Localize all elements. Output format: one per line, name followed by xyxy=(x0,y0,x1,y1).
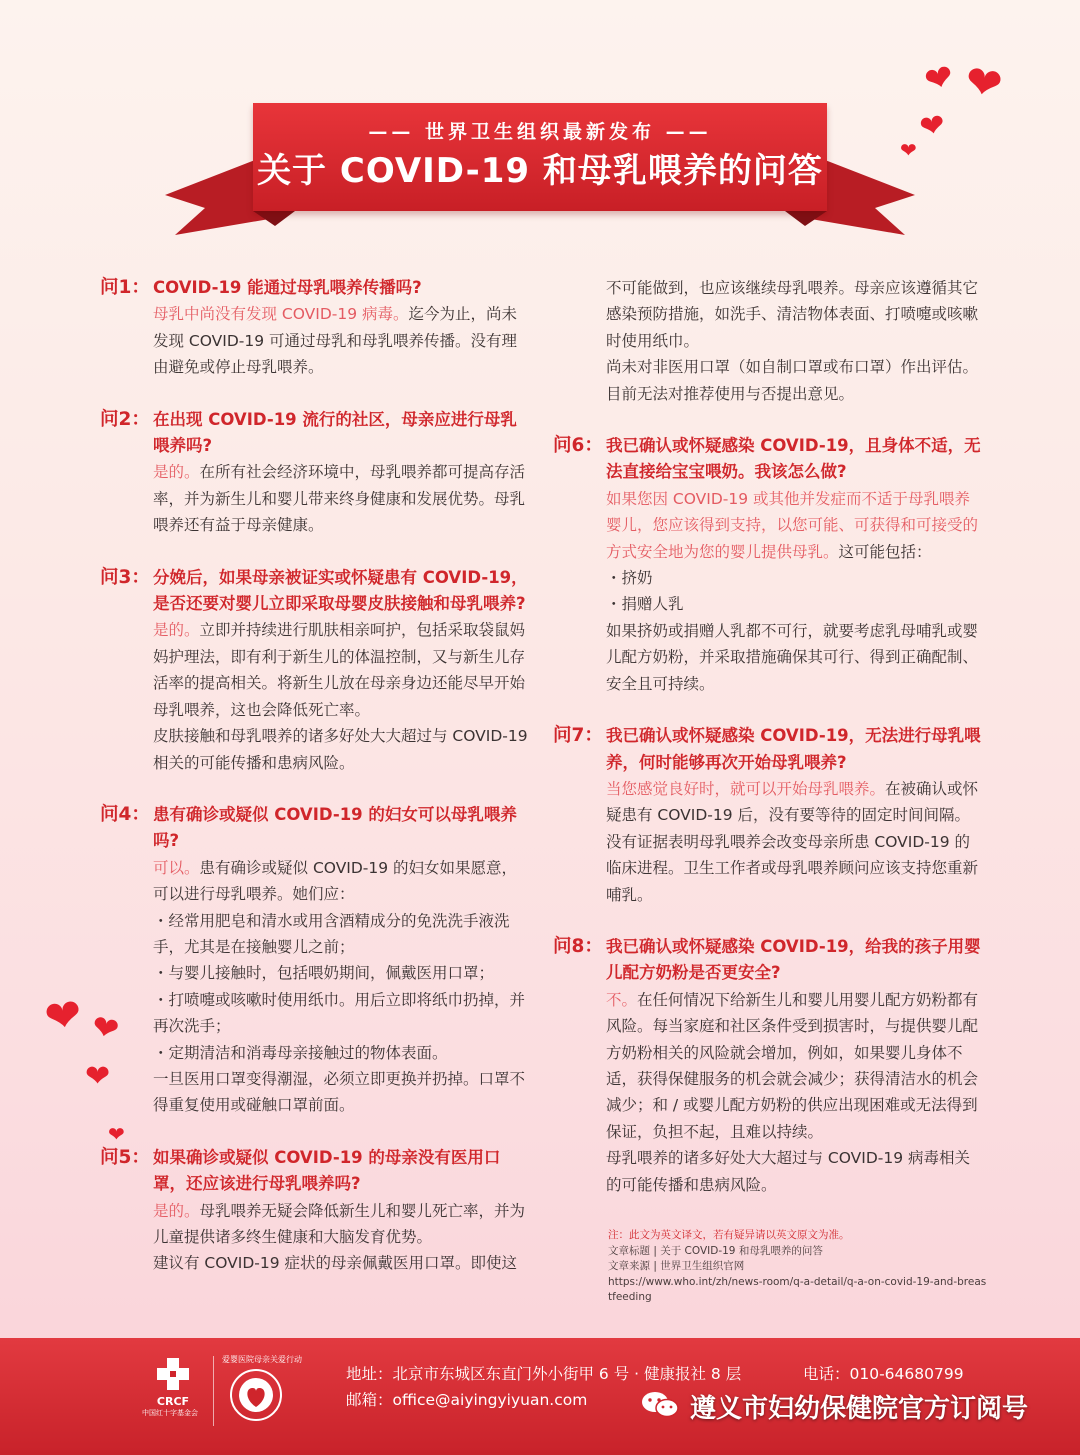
translation-note: 注：此文为英文译文，若有疑异请以英文原文为准。 xyxy=(608,1229,850,1241)
answer-text: 在所有社会经济环境中，母乳喂养都可提高存活率，并为新生儿和婴儿带来终身健康和发展优势。母乳喂养还有益于母亲健康。 xyxy=(153,463,526,535)
answer-body xyxy=(153,617,530,775)
answer-highlight: 不。 xyxy=(606,990,638,1009)
answer-body xyxy=(153,1198,530,1277)
bullet-item: ・挤奶 xyxy=(606,569,653,588)
question-text: 在出现 COVID-19 流行的社区，母亲应进行母乳喂养吗? xyxy=(153,409,517,456)
mother-baby-emblem-icon xyxy=(222,1367,290,1423)
qa-item-5 xyxy=(100,1145,530,1277)
banner-subtitle: —— 世界卫生组织最新发布 —— xyxy=(368,121,712,143)
question-number: 问5： xyxy=(100,1146,150,1168)
answer-highlight: 是的。 xyxy=(153,1201,200,1220)
heart-icon: ❤ xyxy=(41,988,86,1045)
banner-main xyxy=(253,103,827,211)
answer-body xyxy=(153,459,530,538)
qa-item-2 xyxy=(100,407,530,539)
question-text: 分娩后，如果母亲被证实或怀疑患有 COVID-19，是否还要对婴儿立即采取母婴皮肤接触和母乳喂养? xyxy=(153,567,528,614)
red-cross-icon xyxy=(155,1356,191,1392)
answer-body xyxy=(153,301,530,380)
bullet-item: ・定期清洁和消毒母亲接触过的物体表面。 xyxy=(153,1043,448,1062)
answer-body xyxy=(153,855,530,1119)
heart-icon: ❤ xyxy=(920,55,959,103)
bullet-item: ・捐赠人乳 xyxy=(606,595,684,614)
footer-address: 地址：北京市东城区东直门外小街甲 6 号 · 健康报社 8 层 xyxy=(346,1365,742,1383)
title-banner xyxy=(165,100,915,250)
left-column xyxy=(100,275,530,1303)
page-title: 关于 COVID-19 和母乳喂养的问答 xyxy=(257,151,823,191)
heart-icon: ❤ xyxy=(900,138,917,162)
answer-body xyxy=(606,275,985,407)
source-url: https://www.who.int/zh/news-room/q-a-detail/q-a-on-covid-19-and-breastfeeding xyxy=(608,1275,987,1303)
answer-highlight: 母乳中尚没有发现 COVID-19 病毒。 xyxy=(153,305,409,324)
qa-item-5-continued xyxy=(553,275,985,407)
qa-item-6 xyxy=(553,433,985,697)
answer-highlight: 如果您因 COVID-19 或其他并发症而不适于母乳喂养婴儿，您应该得到支持，以您可能、可获得和可接受的方式安全地为您的婴儿提供母乳。 xyxy=(606,489,979,561)
question-text: 我已确认或怀疑感染 COVID-19，无法进行母乳喂养，何时能够再次开始母乳喂养? xyxy=(606,726,981,772)
question-number: 问6： xyxy=(553,435,603,457)
qa-item-4 xyxy=(100,802,530,1119)
heart-icon: ❤ xyxy=(85,1059,111,1094)
question-number: 问3： xyxy=(100,566,150,588)
question-text: 如果确诊或疑似 COVID-19 的母亲没有医用口罩，还应该进行母乳喂养吗? xyxy=(153,1147,501,1194)
question-text: COVID-19 能通过母乳喂养传播吗? xyxy=(153,278,422,297)
answer-body xyxy=(606,987,985,1198)
footer-email: 邮箱：office@aiyingyiyuan.com xyxy=(346,1391,588,1409)
answer-text: 皮肤接触和母乳喂养的诸多好处大大超过与 COVID-19 相关的可能传播和患病风险。 xyxy=(153,727,528,772)
right-column xyxy=(553,275,985,1224)
answer-highlight: 是的。 xyxy=(153,463,200,482)
crcf-logo-text: CRCF xyxy=(156,1395,190,1408)
question-number: 问7： xyxy=(553,725,603,747)
answer-text: 这可能包括： xyxy=(838,542,932,561)
answer-text: 在被确认或怀疑患有 COVID-19 后，没有要等待的固定时间间隔。没有证据表明母乳喂养会改变母亲所患 COVID-19 的临床进程。卫生工作者或母乳喂养顾问应该支持您重新哺乳。 xyxy=(606,779,979,904)
question-number: 问2： xyxy=(100,408,150,430)
answer-text: 母乳喂养无疑会降低新生儿和婴儿死亡率，并为儿童提供诸多终生健康和大脑发育优势。 xyxy=(153,1201,526,1246)
article-source: 文章来源 | 世界卫生组织官网 xyxy=(608,1260,745,1272)
question-text: 我已确认或怀疑感染 COVID-19，给我的孩子用婴儿配方奶粉是否更安全? xyxy=(606,936,981,983)
answer-text: 在任何情况下给新生儿和婴儿用婴儿配方奶粉都有风险。每当家庭和社区条件受到损害时，与提供婴儿配方奶粉相关的风险就会增加，例如，如果婴儿身体不适，获得保健服务的机会就会减少；获得清洁水的机会减少；和 / 或婴儿配方奶粉的供应出现困难或无法得到保证，负担不起，且难以持续。 xyxy=(606,990,979,1141)
heart-icon: ❤ xyxy=(88,1006,123,1050)
question-text: 我已确认或怀疑感染 COVID-19，且身体不适，无法直接给宝宝喂奶。我该怎么做? xyxy=(606,436,981,482)
answer-highlight: 当您感觉良好时，就可以开始母乳喂养。 xyxy=(606,779,886,798)
answer-text: 建议有 COVID-19 症状的母亲佩戴医用口罩。即使这 xyxy=(153,1254,518,1273)
bullet-item: ・与婴儿接触时，包括喂奶期间，佩戴医用口罩； xyxy=(153,964,495,983)
article-title: 文章标题 | 关于 COVID-19 和母乳喂养的问答 xyxy=(608,1244,823,1257)
answer-text: 立即并持续进行肌肤相亲呵护，包括采取袋鼠妈妈护理法，即有利于新生儿的体温控制，又与新生儿存活率的提高相关。将新生儿放在母亲身边还能尽早开始母乳喂养，这也会降低死亡率。 xyxy=(153,621,526,719)
answer-text: 患有确诊或疑似 COVID-19 的妇女如果愿意，可以进行母乳喂养。她们应： xyxy=(153,858,518,904)
question-text: 患有确诊或疑似 COVID-19 的妇女可以母乳喂养吗? xyxy=(153,804,517,851)
baby-friendly-logo xyxy=(222,1354,302,1426)
answer-body xyxy=(606,776,985,908)
crcf-logo-sub: 中国红十字基金会 xyxy=(142,1409,198,1417)
answer-highlight: 是的。 xyxy=(153,621,200,640)
answer-text: 迄今为止，尚未发现 COVID-19 可通过母乳和母乳喂养传播。没有理由避免或停止母乳喂养。 xyxy=(153,305,518,377)
footer-phone: 电话：010-64680799 xyxy=(803,1365,964,1383)
question-number: 问4： xyxy=(100,803,150,825)
logo-divider xyxy=(213,1356,214,1426)
crcf-logo xyxy=(140,1356,206,1426)
answer-text: 不可能做到，也应该继续母乳喂养。母亲应该遵循其它感染预防措施，如洗手、清洁物体表面、打喷嚏或咳嗽时使用纸巾。 xyxy=(606,279,979,350)
wechat-icon xyxy=(640,1389,680,1419)
answer-body xyxy=(606,486,985,697)
heart-icon: ❤ xyxy=(960,55,1007,112)
answer-text: 如果挤奶或捐赠人乳都不可行，就要考虑乳母哺乳或婴儿配方奶粉，并采取措施确保其可行、得到正确配制、安全且可持续。 xyxy=(606,621,979,693)
answer-text: 一旦医用口罩变得潮湿，必须立即更换并扔掉。口罩不得重复使用或碰触口罩前面。 xyxy=(153,1069,526,1115)
answer-text: 尚未对非医用口罩（如自制口罩或布口罩）作出评估。目前无法对推荐使用与否提出意见。 xyxy=(606,358,979,403)
qa-item-1 xyxy=(100,275,530,381)
baby-friendly-logo-text: 爱婴医院母亲关爱行动 xyxy=(222,1355,302,1364)
wechat-account-watermark: 遵义市妇幼保健院官方订阅号 xyxy=(690,1394,1029,1424)
answer-highlight: 可以。 xyxy=(153,858,200,877)
answer-text: 母乳喂养的诸多好处大大超过与 COVID-19 病毒相关的可能传播和患病风险。 xyxy=(606,1149,971,1194)
heart-icon: ❤ xyxy=(108,1122,125,1146)
source-note xyxy=(608,1228,988,1306)
qa-item-3 xyxy=(100,565,530,776)
bullet-item: ・打喷嚏或咳嗽时使用纸巾。用后立即将纸巾扔掉，并再次洗手； xyxy=(153,990,526,1036)
qa-item-8 xyxy=(553,934,985,1198)
question-number: 问8： xyxy=(553,935,603,957)
footer xyxy=(0,1338,1080,1455)
heart-icon: ❤ xyxy=(917,107,948,146)
qa-item-7 xyxy=(553,723,985,908)
question-number: 问1： xyxy=(100,277,150,298)
bullet-item: ・经常用肥皂和清水或用含酒精成分的免洗洗手液洗手，尤其是在接触婴儿之前； xyxy=(153,911,510,956)
